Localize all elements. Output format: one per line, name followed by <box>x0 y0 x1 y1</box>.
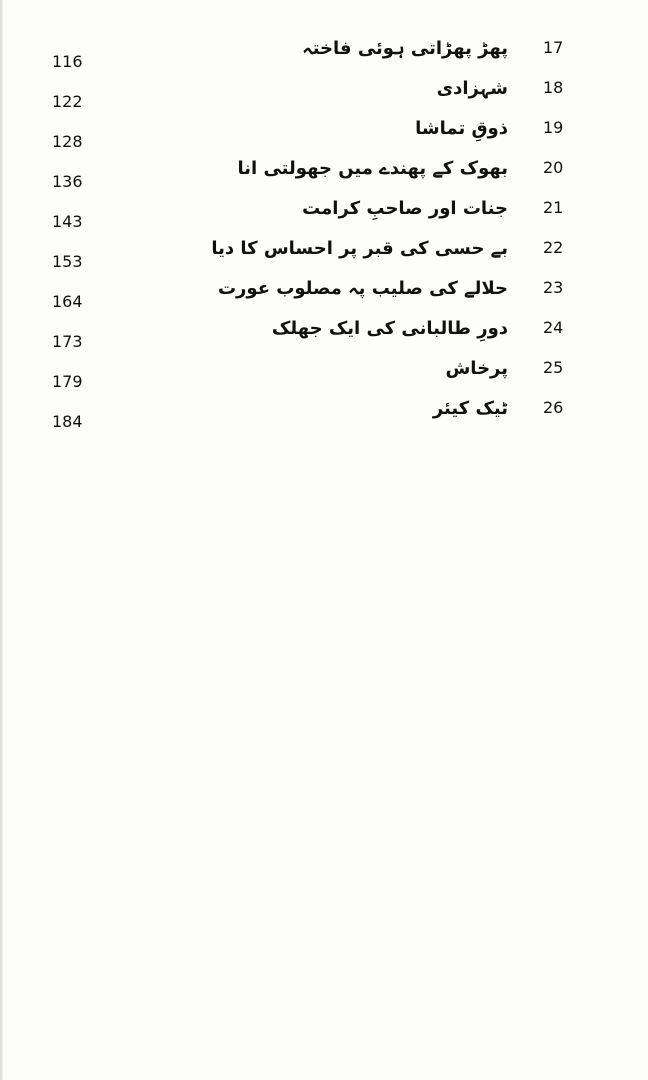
toc-entry <box>0 148 648 191</box>
toc-entry-number: 22 <box>543 238 564 257</box>
toc-title: حلالے کی صلیب پہ مصلوب عورت <box>217 278 508 299</box>
toc-entry <box>0 28 648 71</box>
toc-entry-number: 21 <box>543 198 564 217</box>
toc-entry-number: 20 <box>543 158 564 177</box>
toc-entry-number: 18 <box>543 78 564 97</box>
toc-title: شہزادی <box>436 78 508 99</box>
toc-entry <box>0 228 648 271</box>
toc-entry-number: 25 <box>543 358 564 377</box>
toc-page-number: 136 <box>52 172 83 191</box>
toc-entry-number: 24 <box>543 318 564 337</box>
toc-entry-number: 17 <box>543 38 564 57</box>
toc-title: دورِ طالبانی کی ایک جھلک <box>271 318 508 339</box>
toc-page-number: 179 <box>52 372 83 391</box>
toc-page-number: 164 <box>52 292 83 311</box>
toc-title: بھوک کے پھندے میں جھولتی انا <box>237 158 508 179</box>
toc-entry <box>0 388 648 431</box>
toc-entry <box>0 68 648 111</box>
toc-entry <box>0 348 648 391</box>
toc-page-number: 173 <box>52 332 83 351</box>
toc-entry <box>0 188 648 231</box>
toc-title: پھڑ پھڑاتی ہوئی فاختہ <box>302 38 508 59</box>
toc-title: بے حسی کی قبر پر احساس کا دیا <box>211 238 508 259</box>
toc-page-number: 116 <box>52 52 83 71</box>
toc-page-number: 153 <box>52 252 83 271</box>
toc-entry-number: 23 <box>543 278 564 297</box>
toc-entry <box>0 108 648 151</box>
toc-title: ذوقِ تماشا <box>415 118 508 139</box>
toc-page-number: 143 <box>52 212 83 231</box>
toc-entry-number: 26 <box>543 398 564 417</box>
toc-entry <box>0 268 648 311</box>
toc-page-number: 128 <box>52 132 83 151</box>
toc-page-number: 122 <box>52 92 83 111</box>
toc-entry-number: 19 <box>543 118 564 137</box>
toc-title: جنات اور صاحبِ کرامت <box>302 198 508 219</box>
toc-title: پرخاش <box>445 358 508 379</box>
table-of-contents <box>0 28 648 431</box>
toc-entry <box>0 308 648 351</box>
toc-title: ٹیک کیئر <box>432 398 508 419</box>
toc-page-number: 184 <box>52 412 83 431</box>
